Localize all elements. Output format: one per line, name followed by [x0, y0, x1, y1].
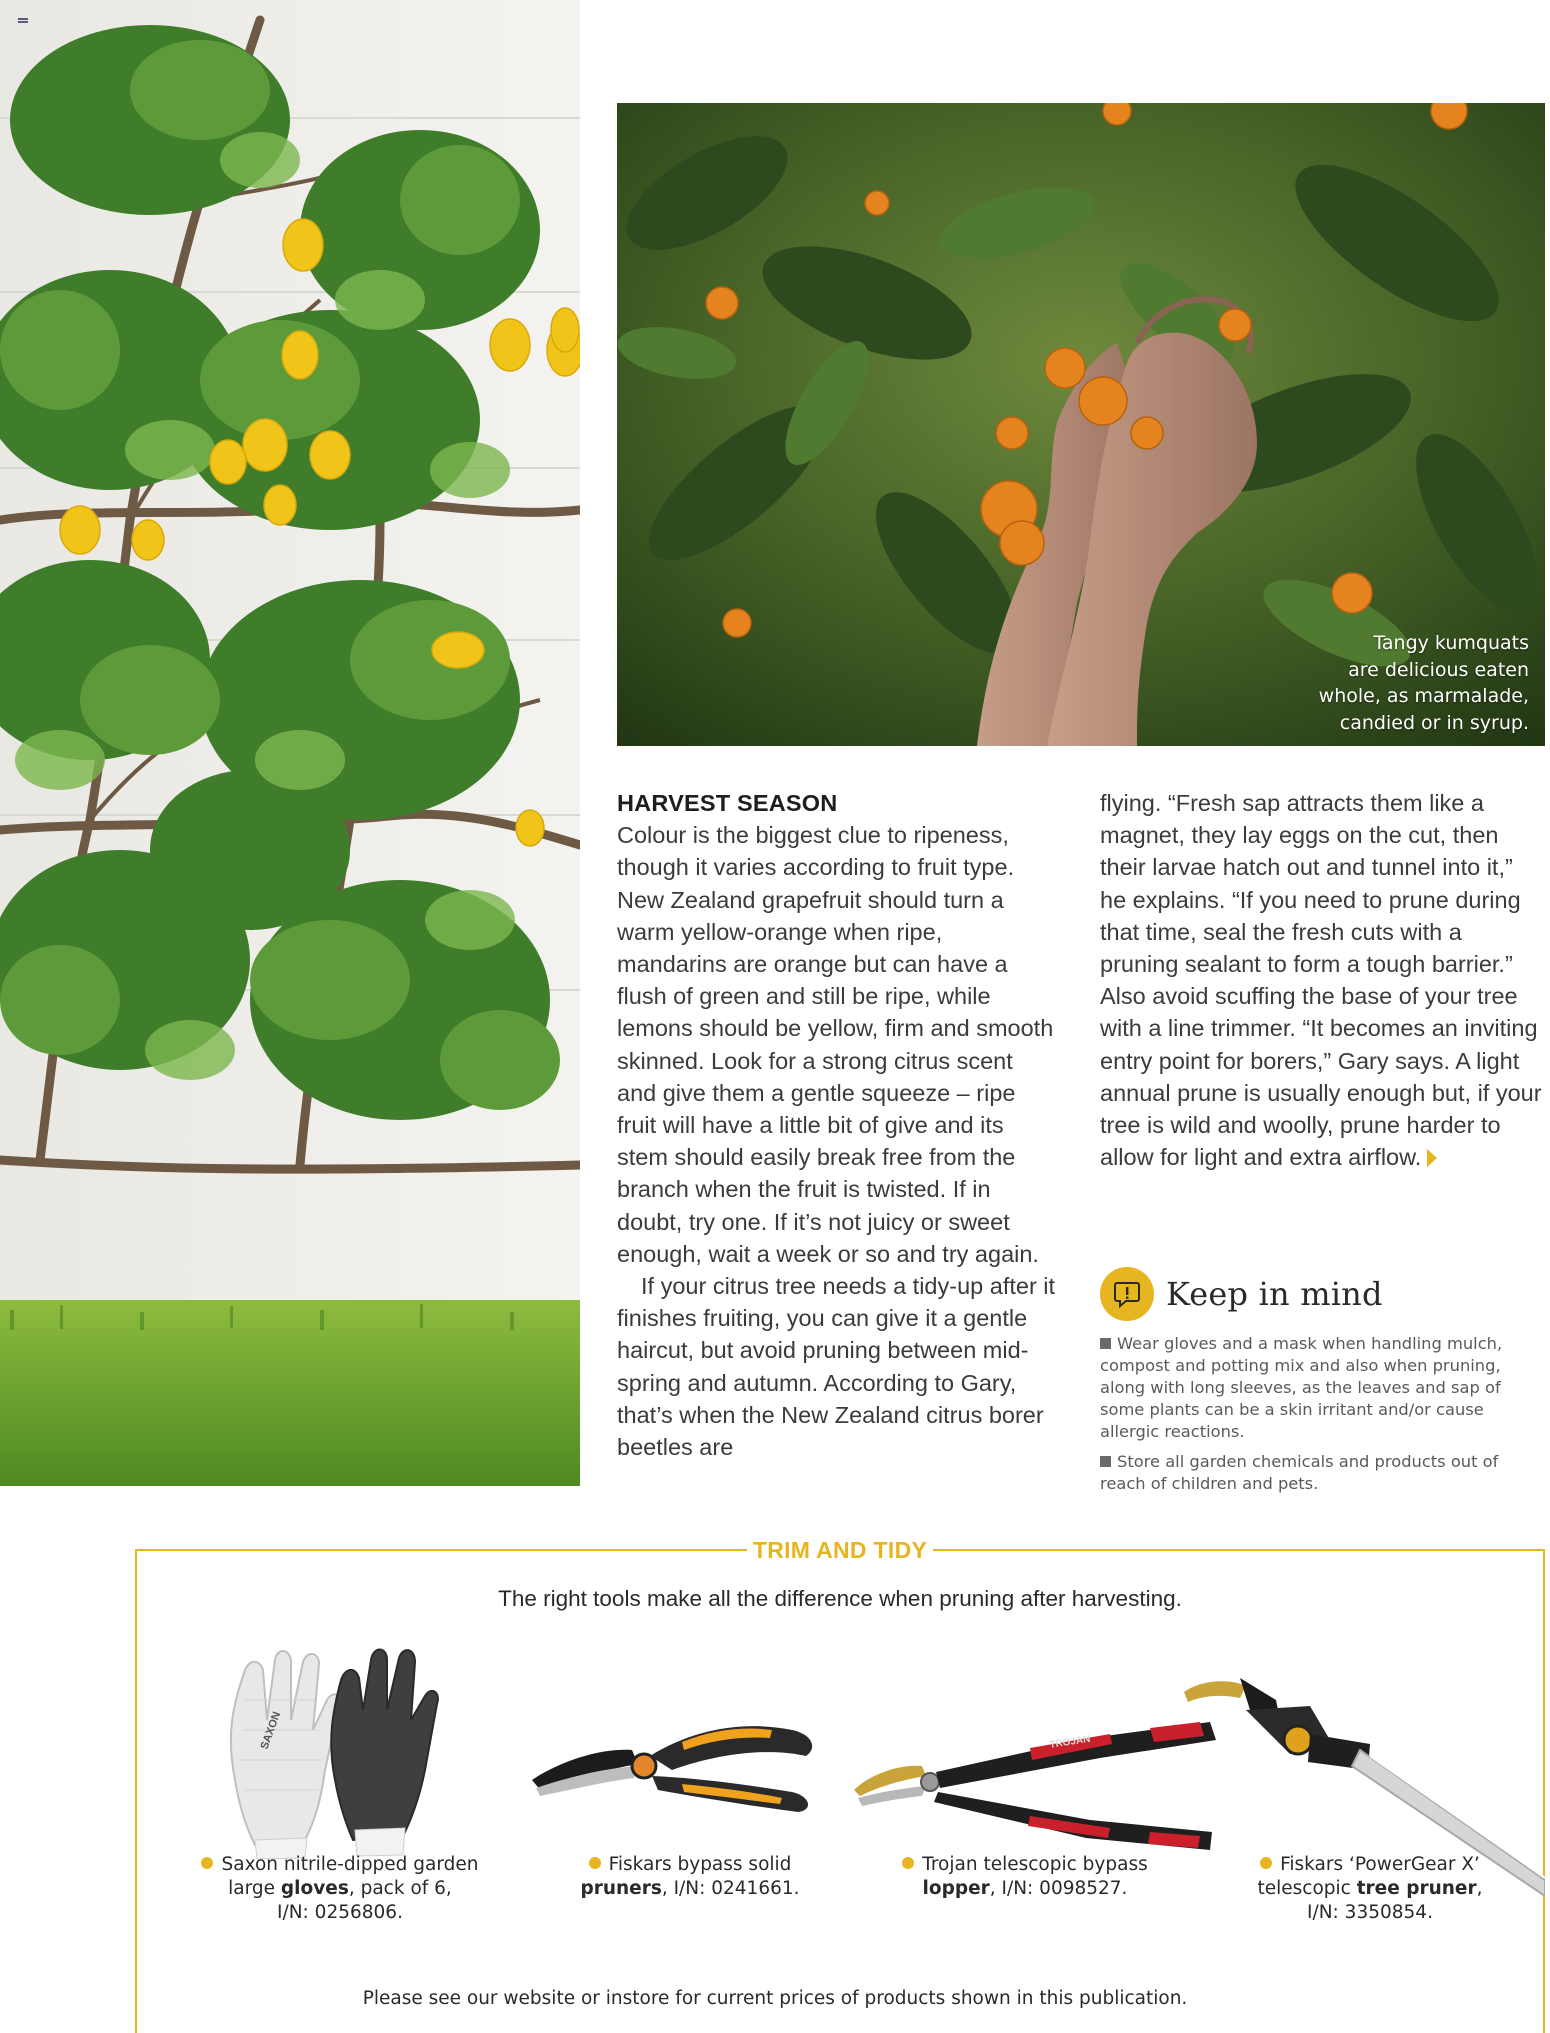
caption-line: candied or in syrup.	[1339, 711, 1529, 734]
bullet-dot-icon	[589, 1857, 601, 1869]
lemon-tree-photo	[0, 0, 580, 1486]
menu-glyph-icon	[18, 18, 28, 26]
list-item-text: Wear gloves and a mask when handling mulch, compost and potting mix and also when pruning, along with long sleeves, as the leaves and sap of some plants can be a skin irritant and/or cause allergic reactions.	[1100, 1334, 1503, 1441]
body-paragraph: If your citrus tree needs a tidy-up after it finishes fruiting, you can give it a gentle haircut, but avoid pruning between mid-spring and autumn. According to Gary, that’s when the New Zealand citrus borer beetles are	[617, 1273, 1056, 1461]
product-name: Fiskars bypass solid	[608, 1854, 792, 1875]
photo-caption	[1289, 630, 1529, 736]
trim-and-tidy-heading-text: TRIM AND TIDY	[747, 1537, 933, 1563]
list-item	[1100, 1333, 1545, 1443]
keep-in-mind-title: Keep in mind	[1166, 1275, 1383, 1313]
product-text: telescopic	[1257, 1878, 1357, 1899]
trim-and-tidy-intro: The right tools make all the difference when pruning after harvesting.	[498, 1586, 1182, 1611]
lopper-brand-label: TROJAN	[1048, 1733, 1092, 1751]
glove-brand-label: SAXON	[258, 1710, 284, 1752]
lemon-tree-illustration	[0, 0, 580, 1486]
product-item-number: I/N: 0256806.	[277, 1902, 403, 1923]
caption-line: Tangy kumquats	[1373, 632, 1529, 654]
product-caption-lopper	[870, 1853, 1180, 1901]
product-text: large	[228, 1878, 281, 1899]
product-item-number: I/N: 3350854.	[1307, 1902, 1433, 1923]
caption-line: whole, as marmalade,	[1318, 685, 1529, 707]
product-name: Fiskars ‘PowerGear X’	[1280, 1854, 1480, 1875]
bullet-square-icon	[1100, 1456, 1111, 1467]
product-item-number: , I/N: 0098527.	[989, 1878, 1128, 1899]
body-paragraph: Colour is the biggest clue to ripeness, though it varies according to fruit type. New Zealand grapefruit should turn a warm yellow-orange when ripe, mandarins are orange but can have a flush of green and still be ripe, while lemons should be yellow, firm and smooth skinned. Look for a strong citrus scent and give them a gentle squeeze – ripe fruit will have a little bit of give and its stem should easily break free from the branch when the fruit is twisted. If in doubt, try one. If it’s not juicy or sweet enough, wait a week or so and try again.	[617, 822, 1054, 1267]
pricing-disclaimer: Please see our website or instore for current prices of products shown in this publication.	[362, 1988, 1188, 2009]
keep-in-mind-list	[1100, 1333, 1545, 1495]
bullet-square-icon	[1100, 1338, 1111, 1349]
list-item-text: Store all garden chemicals and products out of reach of children and pets.	[1100, 1452, 1499, 1493]
product-caption-gloves	[170, 1853, 510, 1925]
lopper-image	[850, 1720, 1220, 1865]
product-type: gloves	[280, 1878, 349, 1899]
product-name: Trojan telescopic bypass	[922, 1854, 1148, 1875]
product-type: lopper	[922, 1878, 990, 1899]
alert-speech-bubble-icon	[1100, 1267, 1154, 1321]
gloves-image	[215, 1640, 445, 1865]
product-type: pruners	[580, 1878, 662, 1899]
kumquat-photo	[617, 103, 1545, 746]
bullet-dot-icon	[1260, 1857, 1272, 1869]
trim-and-tidy-heading	[137, 1537, 1543, 1564]
section-heading: HARVEST SEASON	[617, 790, 838, 816]
end-of-article-icon	[1427, 1149, 1437, 1167]
body-paragraph: flying. “Fresh sap attracts them like a magnet, they lay eggs on the cut, then their larvae hatch out and tunnel into it,” he explains. “If you need to prune during that time, seal the fresh cuts with a pruning sealant to form a tough barrier.” Also avoid scuffing the base of your tree with a line trimmer. “It becomes an inviting entry point for borers,” Gary says. A light annual prune is usually enough but, if your tree is wild and woolly, prune harder to allow for light and extra airflow.	[1100, 790, 1542, 1171]
product-type: tree pruner	[1356, 1878, 1477, 1899]
keep-in-mind-box	[1100, 1265, 1545, 1503]
product-name: Saxon nitrile-dipped garden	[221, 1854, 479, 1875]
bullet-dot-icon	[201, 1857, 213, 1869]
product-caption-tree-pruner	[1225, 1853, 1515, 1925]
product-caption-pruners	[545, 1853, 835, 1901]
article-column-2	[1100, 787, 1545, 1173]
product-text: , pack of 6,	[348, 1878, 452, 1899]
pruners-image	[522, 1700, 822, 1825]
product-text: ,	[1476, 1878, 1483, 1899]
article-column-1	[617, 787, 1057, 1463]
bullet-dot-icon	[902, 1857, 914, 1869]
product-item-number: , I/N: 0241661.	[661, 1878, 800, 1899]
caption-line: are delicious eaten	[1348, 658, 1529, 681]
list-item	[1100, 1451, 1545, 1495]
